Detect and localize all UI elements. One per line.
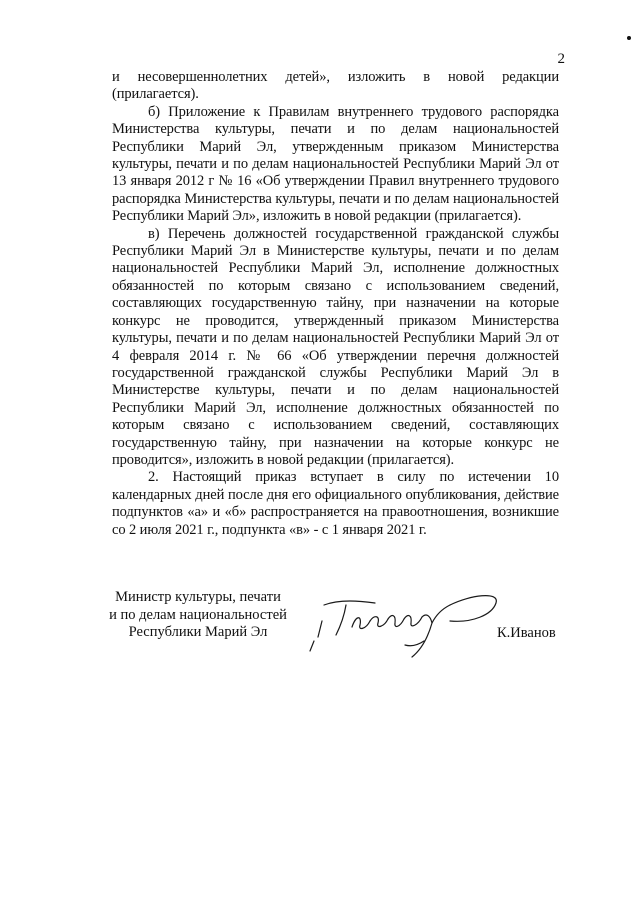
position-line: Республики Марий Эл [128, 624, 268, 640]
paragraph-item-2: 2. Настоящий приказ вступает в силу по истечении 10 календарных дней после дня его официального опубликования, действие подпунктов «а» и «б» распространяется на правоотношения, возникшие со 2 июля 2021 г., подпункта «в» - с 1 января 2021 г. [112, 469, 559, 538]
paragraph-item-v: в) Перечень должностей государственной гражданской службы Республики Марий Эл в Министерстве культуры, печати и по делам национальностей Республики Марий Эл, исполнение должностных обязанностей по которым связано с использованием сведений, составляющих государственную тайну, при назначении на которые конкурс не проводится, утвержденный приказом Министерства культуры, печати и по делам национальностей Республики Марий Эл от 4 февраля 2014 г. № 66 «Об утверждении перечня должностей государственной гражданской службы Республики Марий Эл в Министерстве культуры, печати и по делам национальностей Республики Марий Эл, исполнение должностных обязанностей по которым связано с использованием сведений, составляющих государственную тайну, при назначении на которые конкурс не проводится», изложить в новой редакции (прилагается). [112, 225, 559, 468]
position-line: и по делам национальностей [109, 606, 287, 623]
paragraph-item-b: б) Приложение к Правилам внутреннего трудового распорядка Министерства культуры, печати и по делам национальностей Республики Марий Эл, утвержденным приказом Министерства культуры, печати и по делам национальностей Республики Марий Эл от 13 января 2012 г № 16 «Об утверждении Правил внутреннего трудового распорядка Министерства культуры, печати и по делам национальностей Республики Марий Эл», изложить в новой редакции (прилагается). [112, 103, 559, 225]
position-line: Министр культуры, печати [115, 589, 281, 605]
scan-mark [627, 36, 631, 40]
signatory-position [108, 589, 288, 642]
paragraph-continuation: и несовершеннолетних детей», изложить в новой редакции (прилагается). [112, 69, 559, 103]
handwritten-signature [300, 585, 510, 665]
document-body [112, 69, 559, 539]
signer-name: К.Иванов [497, 625, 556, 641]
page-number: 2 [557, 51, 565, 67]
